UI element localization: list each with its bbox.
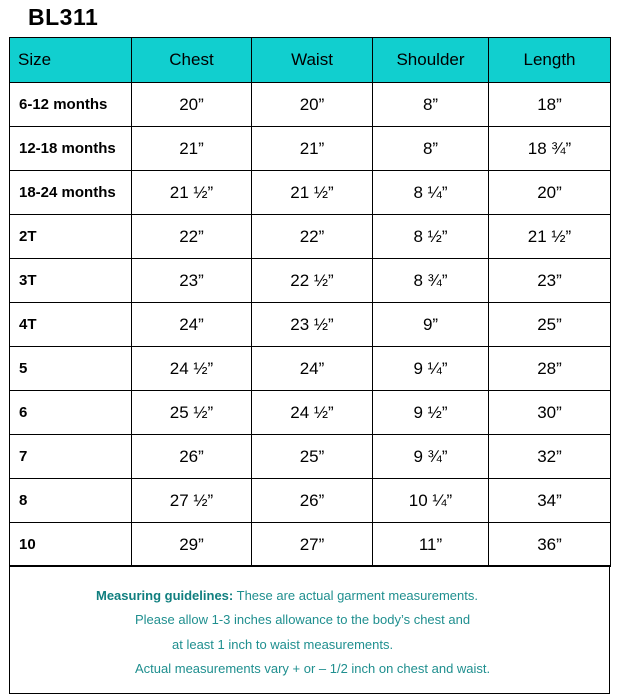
size-cell: 4T — [10, 303, 132, 347]
waist-cell: 26” — [252, 479, 373, 523]
table-row — [10, 215, 611, 259]
length-cell: 32” — [489, 435, 611, 479]
table-row — [10, 391, 611, 435]
chest-cell: 25 ½” — [132, 391, 252, 435]
length-cell: 20” — [489, 171, 611, 215]
size-cell: 7 — [10, 435, 132, 479]
shoulder-cell: 11” — [373, 523, 489, 567]
table-row — [10, 127, 611, 171]
table-row — [10, 523, 611, 567]
size-cell: 5 — [10, 347, 132, 391]
shoulder-cell: 8 ¼” — [373, 171, 489, 215]
shoulder-cell: 9” — [373, 303, 489, 347]
header-row — [10, 38, 611, 83]
waist-cell: 21” — [252, 127, 373, 171]
size-cell: 6 — [10, 391, 132, 435]
guidelines-line-1 — [96, 588, 478, 603]
shoulder-cell: 8” — [373, 127, 489, 171]
size-chart-table — [9, 37, 611, 567]
table-row — [10, 259, 611, 303]
chest-cell: 21” — [132, 127, 252, 171]
shoulder-cell: 10 ¼” — [373, 479, 489, 523]
chest-cell: 21 ½” — [132, 171, 252, 215]
table-row — [10, 435, 611, 479]
length-cell: 18” — [489, 83, 611, 127]
size-cell: 6-12 months — [10, 83, 132, 127]
size-cell: 2T — [10, 215, 132, 259]
size-cell: 3T — [10, 259, 132, 303]
shoulder-cell: 8 ½” — [373, 215, 489, 259]
chest-cell: 29” — [132, 523, 252, 567]
waist-cell: 23 ½” — [252, 303, 373, 347]
header-length: Length — [489, 38, 611, 83]
waist-cell: 24 ½” — [252, 391, 373, 435]
waist-cell: 22 ½” — [252, 259, 373, 303]
header-waist: Waist — [252, 38, 373, 83]
guidelines-line-4: Actual measurements vary + or – 1/2 inch on chest and waist. — [135, 661, 491, 676]
chart-title: BL311 — [28, 4, 99, 30]
guidelines-heading: Measuring guidelines: — [96, 588, 234, 603]
waist-cell: 22” — [252, 215, 373, 259]
shoulder-cell: 9 ¾” — [373, 435, 489, 479]
guidelines-line-2: Please allow 1-3 inches allowance to the body’s chest and — [135, 612, 471, 627]
length-cell: 30” — [489, 391, 611, 435]
table-row — [10, 83, 611, 127]
length-cell: 28” — [489, 347, 611, 391]
size-cell: 10 — [10, 523, 132, 567]
shoulder-cell: 8 ¾” — [373, 259, 489, 303]
waist-cell: 27” — [252, 523, 373, 567]
guidelines-line-3: at least 1 inch to waist measurements. — [172, 637, 394, 652]
waist-cell: 24” — [252, 347, 373, 391]
guidelines-line-1-text: These are actual garment measurements. — [233, 588, 478, 603]
table-row — [10, 303, 611, 347]
length-cell: 21 ½” — [489, 215, 611, 259]
length-cell: 18 ¾” — [489, 127, 611, 171]
shoulder-cell: 9 ¼” — [373, 347, 489, 391]
waist-cell: 25” — [252, 435, 373, 479]
chest-cell: 26” — [132, 435, 252, 479]
size-cell: 18-24 months — [10, 171, 132, 215]
table-row — [10, 171, 611, 215]
chest-cell: 23” — [132, 259, 252, 303]
length-cell: 36” — [489, 523, 611, 567]
waist-cell: 21 ½” — [252, 171, 373, 215]
size-cell: 12-18 months — [10, 127, 132, 171]
length-cell: 25” — [489, 303, 611, 347]
size-cell: 8 — [10, 479, 132, 523]
chest-cell: 24 ½” — [132, 347, 252, 391]
length-cell: 34” — [489, 479, 611, 523]
chest-cell: 22” — [132, 215, 252, 259]
table-row — [10, 347, 611, 391]
shoulder-cell: 8” — [373, 83, 489, 127]
length-cell: 23” — [489, 259, 611, 303]
chest-cell: 24” — [132, 303, 252, 347]
measuring-guidelines-box — [9, 565, 610, 694]
chest-cell: 27 ½” — [132, 479, 252, 523]
chest-cell: 20” — [132, 83, 252, 127]
header-shoulder: Shoulder — [373, 38, 489, 83]
waist-cell: 20” — [252, 83, 373, 127]
header-size: Size — [10, 38, 132, 83]
header-chest: Chest — [132, 38, 252, 83]
table-row — [10, 479, 611, 523]
shoulder-cell: 9 ½” — [373, 391, 489, 435]
